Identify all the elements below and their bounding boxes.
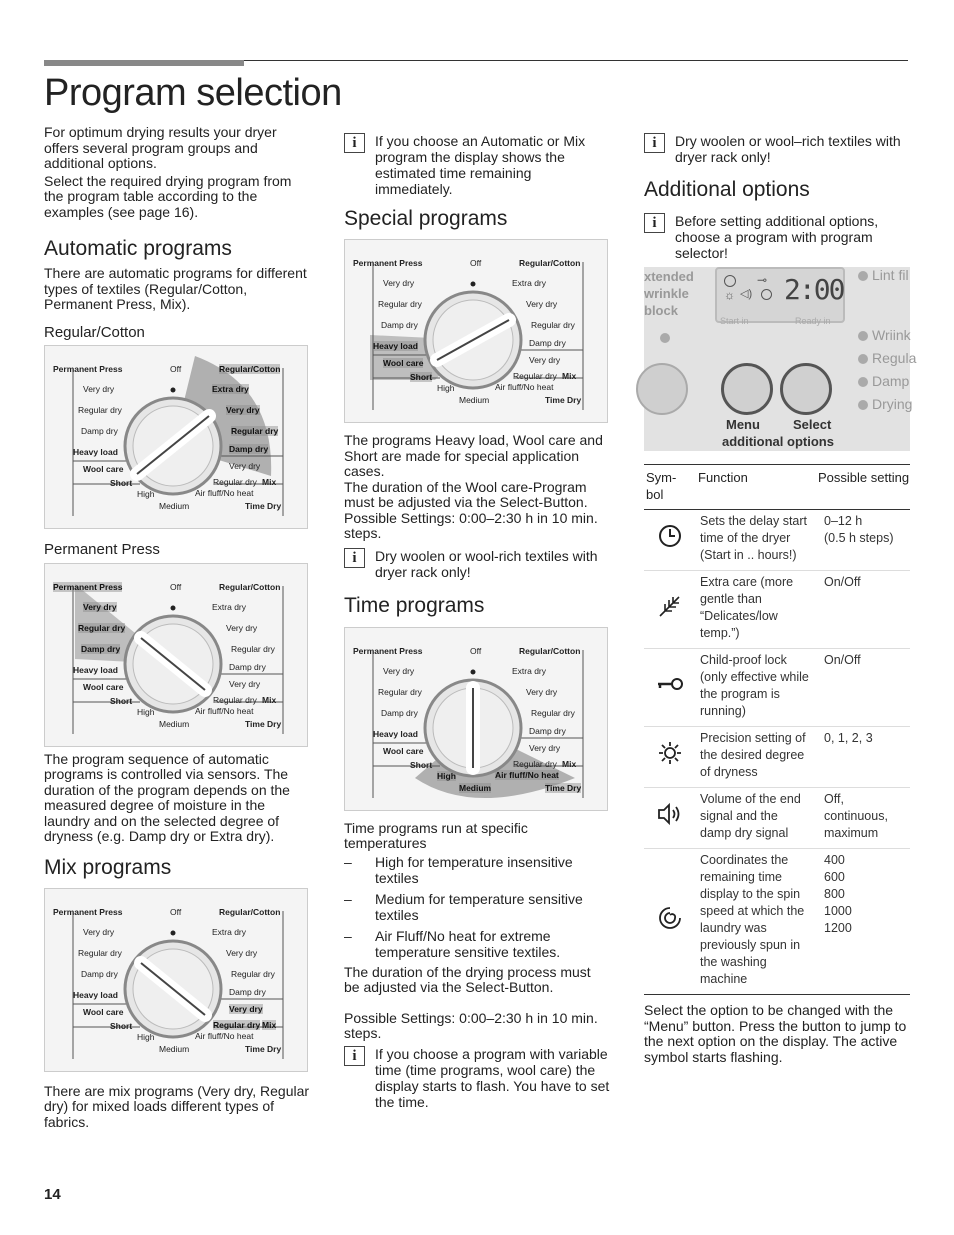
dial-label-medium: Medium — [159, 1043, 190, 1054]
dial-label-permanent-press: Permanent Press — [353, 258, 423, 268]
regular-cotton-heading: Regular/Cotton — [44, 323, 145, 341]
dial-label-wool-care: Wool care — [383, 358, 424, 368]
time-list-item: – Medium for temperature sensitive textiles — [344, 890, 583, 923]
dial-label-high: High — [137, 1031, 155, 1042]
info-icon: i — [344, 548, 365, 568]
menu-label: Menu — [726, 417, 760, 432]
start-button[interactable] — [636, 363, 688, 415]
option-row — [644, 649, 910, 727]
option-setting: 0, 1, 2, 3 — [816, 727, 910, 788]
spin-icon — [761, 289, 772, 300]
dial-label-damp-dry-r: Damp dry — [229, 443, 269, 454]
info-icon: i — [344, 133, 365, 153]
dial-label-time-dry: Time Dry — [545, 395, 582, 405]
intro-paragraph-1: For optimum drying results your dryer offers several program groups and additional options. — [44, 124, 277, 171]
dial-label-damp-dry-r: Damp dry — [529, 725, 566, 736]
dial-label-very-dry-l: Very dry — [383, 278, 415, 288]
dial-label-very-dry-r: Very dry — [226, 947, 258, 958]
special-programs-text-1: The programs Heavy load, Wool care and Short are made for special application cases. — [344, 432, 603, 479]
led-dot — [858, 271, 868, 281]
clock-icon — [724, 275, 736, 287]
option-function: Sets the delay start time of the dryer (Start in .. hours!) — [696, 510, 816, 571]
dial-label-heavy-load: Heavy load — [373, 341, 418, 351]
dial-label-air-fluff: Air fluff/No heat — [195, 1030, 254, 1041]
additional-options-heading: Additional options — [644, 178, 810, 201]
dial-label-permanent-press: Permanent Press — [53, 906, 123, 917]
dial-label-short: Short — [110, 1020, 133, 1031]
dial-label-time-dry: Time Dry — [245, 500, 282, 511]
key-icon: ⊸ — [757, 273, 768, 287]
key-icon — [644, 649, 696, 727]
dial-label-wool-care: Wool care — [383, 745, 424, 756]
dial-label-air-fluff: Air fluff/No heat — [195, 487, 254, 498]
dial-label-air-fluff: Air fluff/No heat — [195, 705, 254, 716]
dial-label-damp-dry-r: Damp dry — [229, 661, 266, 672]
mix-programs-text: There are mix programs (Very dry, Regular dry) for mixed loads different types of fabrics. — [44, 1082, 310, 1130]
dial-label-high: High — [437, 383, 455, 393]
dial-label-regular-cotton: Regular/Cotton — [519, 258, 581, 268]
col-header-symbol: Sym- bol — [644, 465, 696, 510]
info-note-text: If you choose a program with variable time (time programs, wool care) the display starts to flash. You have to set the time. — [375, 1045, 610, 1110]
info-note-text: Before setting additional options, choose a program with program selector! — [675, 213, 879, 261]
dial-label-damp-dry-l: Damp dry — [381, 707, 418, 718]
dial-label-very-dry-r: Very dry — [226, 622, 258, 633]
dial-label-regular-cotton: Regular/Cotton — [219, 581, 281, 592]
info-icon: i — [644, 213, 665, 233]
select-button[interactable] — [780, 363, 832, 415]
select-label: Select — [793, 417, 832, 432]
dial-label-regular-cotton: Regular/Cotton — [519, 645, 581, 656]
dial-label-mix: Mix — [562, 371, 577, 381]
sun-icon — [644, 727, 696, 788]
dial-label-mix: Mix — [262, 476, 277, 487]
wrinkle-option-label: Wriink — [872, 327, 911, 343]
page-number: 14 — [44, 1186, 61, 1203]
dial-label-damp-dry-r: Damp dry — [529, 338, 566, 348]
dial-label-regular-dry-mix: Regular dry — [513, 758, 557, 769]
column-middle — [344, 125, 610, 1110]
col-header-function: Function — [696, 465, 816, 510]
dial-label-damp-dry-l: Damp dry — [81, 643, 121, 654]
speaker-icon: ◁) — [740, 288, 753, 300]
dial-label-heavy-load: Heavy load — [373, 728, 418, 739]
dial-label-regular-dry-l: Regular dry — [78, 947, 122, 958]
dial-label-damp-dry-l: Damp dry — [81, 968, 118, 979]
special-programs-text-2: The duration of the Wool care-Program must be adjusted via the Select-Button. — [344, 478, 588, 510]
time-programs-text-3: Possible Settings: 0:00–2:30 h in 10 min. steps. — [344, 1009, 598, 1041]
info-note-text: Dry woolen or wool-rich textiles with dryer rack only! — [375, 547, 598, 580]
dial-label-regular-dry-r: Regular dry — [231, 643, 275, 654]
option-setting: 400 600 800 1000 1200 — [816, 849, 910, 995]
dial-label-extra-dry: Extra dry — [512, 278, 547, 288]
dial-label-very-dry-mix: Very dry — [229, 460, 261, 471]
dial-label-extra-dry: Extra dry — [212, 601, 247, 612]
time-list-item: – Air Fluff/No heat for extreme temperature sensitive textiles. — [344, 927, 561, 960]
option-setting: 0–12 h (0.5 h steps) — [816, 510, 910, 571]
option-row — [644, 788, 910, 849]
time-programs-text-2: The duration of the drying process must be adjusted via the Select-Button. — [344, 963, 591, 995]
dial-label-wool-care: Wool care — [83, 463, 124, 474]
dial-label-regular-dry-r: Regular dry — [531, 707, 575, 718]
ready-in-label: Ready in — [795, 316, 831, 326]
lint-filter-label: Lint fil — [872, 267, 909, 283]
automatic-programs-text: There are automatic programs for different types of textiles (Regular/Cotton, Permanent Press, Mix). — [44, 265, 307, 312]
dial-label-regular-dry-mix: Regular dry — [213, 694, 257, 705]
wrinkle-label: wrinkle — [644, 286, 689, 301]
dial-label-permanent-press: Permanent Press — [53, 581, 123, 592]
dial-label-very-dry-l: Very dry — [83, 601, 117, 612]
dial-label-air-fluff: Air fluff/No heat — [495, 769, 559, 780]
dial-label-extra-dry: Extra dry — [212, 926, 247, 937]
dial-label-regular-dry-mix: Regular dry — [513, 371, 557, 381]
led-dot — [660, 333, 670, 343]
dial-label-high: High — [437, 770, 456, 781]
dial-label-off: Off — [170, 363, 182, 374]
dial-label-time-dry: Time Dry — [245, 718, 282, 729]
dial-label-time-dry: Time Dry — [545, 782, 582, 793]
dial-label-extra-dry: Extra dry — [512, 665, 547, 676]
dial-label-regular-dry-mix: Regular dry — [213, 1019, 261, 1030]
dial-label-off: Off — [170, 581, 182, 592]
option-function: Extra care (more gentle than “Delicates/low temp.”) — [696, 571, 816, 649]
info-note — [344, 548, 610, 580]
dial-label-mix: Mix — [262, 694, 277, 705]
dial-label-high: High — [137, 488, 155, 499]
dial-label-very-dry-mix: Very dry — [529, 742, 561, 753]
dial-label-very-dry-r: Very dry — [526, 299, 558, 309]
dial-label-damp-dry-l: Damp dry — [381, 320, 418, 330]
option-function: Volume of the end signal and the damp dry signal — [696, 788, 816, 849]
dial-label-heavy-load: Heavy load — [73, 446, 118, 457]
dial-label-wool-care: Wool care — [83, 1006, 124, 1017]
dial-label-short: Short — [110, 477, 133, 488]
speaker-icon — [644, 788, 696, 849]
info-note-text: If you choose an Automatic or Mix program the display shows the estimated time remaining immediately. — [375, 133, 586, 197]
dial-label-short: Short — [110, 695, 133, 706]
info-note — [644, 133, 912, 165]
dial-label-time-dry: Time Dry — [245, 1043, 282, 1054]
dial-label-heavy-load: Heavy load — [73, 664, 118, 675]
special-programs-text-3: Possible Settings: 0:00–2:30 h in 10 min. steps. — [344, 509, 598, 541]
column-left — [44, 125, 310, 1130]
time-programs-heading: Time programs — [344, 593, 485, 617]
dial-label-regular-dry-l: Regular dry — [78, 622, 126, 633]
col-header-setting: Possible setting — [816, 465, 910, 510]
time-programs-intro: Time programs run at specific temperatures — [344, 819, 528, 851]
block-label: block — [644, 303, 678, 318]
dial-label-very-dry-l: Very dry — [383, 665, 415, 676]
dial-label-off: Off — [470, 645, 482, 656]
special-programs-dial-image — [344, 239, 608, 423]
drying-option-label: Drying — [872, 396, 913, 412]
special-programs-heading: Special programs — [344, 207, 508, 230]
regular-cotton-dial-image — [44, 345, 308, 529]
option-function: Child-proof lock (only effective while the program is running) — [696, 649, 816, 727]
dial-label-very-dry-r: Very dry — [526, 686, 558, 697]
dial-label-damp-dry-r: Damp dry — [229, 986, 266, 997]
dial-label-extra-dry: Extra dry — [212, 383, 249, 394]
dial-label-mix: Mix — [562, 758, 577, 769]
dial-label-air-fluff: Air fluff/No heat — [495, 382, 554, 392]
dial-label-regular-dry-r: Regular dry — [531, 320, 575, 330]
damp-option-label: Damp — [872, 373, 910, 389]
feather-icon — [644, 571, 696, 649]
additional-options-label: additional options — [722, 434, 834, 449]
dial-label-permanent-press: Permanent Press — [353, 645, 423, 656]
dial-label-permanent-press: Permanent Press — [53, 363, 123, 374]
regular-option-label: Regula — [872, 350, 917, 366]
option-row — [644, 510, 910, 571]
dial-label-regular-cotton: Regular/Cotton — [219, 906, 281, 917]
dial-label-very-dry-mix: Very dry — [229, 678, 261, 689]
dial-label-medium: Medium — [459, 782, 492, 793]
dial-label-regular-dry-l: Regular dry — [378, 686, 422, 697]
extended-label: xtended — [644, 269, 694, 284]
dial-label-mix: Mix — [262, 1019, 277, 1030]
dial-label-heavy-load: Heavy load — [73, 989, 118, 1000]
column-right — [644, 125, 917, 1065]
info-note — [644, 213, 912, 261]
menu-button[interactable] — [721, 363, 773, 415]
led-dot — [858, 400, 868, 410]
option-setting: On/Off — [816, 649, 910, 727]
dial-label-regular-dry-r: Regular dry — [231, 968, 275, 979]
dial-label-regular-dry-l: Regular dry — [378, 299, 422, 309]
time-programs-dial-image — [344, 627, 608, 811]
option-row — [644, 571, 910, 649]
spin-icon — [644, 849, 696, 995]
dial-label-regular-cotton: Regular/Cotton — [219, 363, 281, 374]
option-setting: On/Off — [816, 571, 910, 649]
dial-label-short: Short — [410, 759, 433, 770]
dial-label-short: Short — [410, 372, 433, 382]
automatic-programs-heading: Automatic programs — [44, 237, 232, 260]
control-panel-image — [644, 267, 917, 451]
info-note — [344, 1046, 610, 1110]
dial-label-very-dry-mix: Very dry — [529, 355, 561, 365]
option-row — [644, 727, 910, 788]
dial-label-medium: Medium — [159, 500, 190, 511]
option-function: Coordinates the remaining time display to the spin speed at which the laundry was previously spun in the washing machine — [696, 849, 816, 995]
permanent-press-dial-image — [44, 563, 308, 747]
sun-icon: ☼ — [724, 288, 735, 302]
dial-label-regular-dry-l: Regular dry — [78, 404, 122, 415]
info-icon: i — [644, 133, 665, 153]
intro-paragraph-2: Select the required drying program from the program table according to the examples (see page 16). — [44, 172, 292, 220]
dial-label-off: Off — [170, 906, 182, 917]
options-footer-text: Select the option to be changed with the “Menu” button. Press the button to jump to the next option on the display. The active symbol starts flashing. — [644, 1002, 907, 1065]
clock-icon — [644, 510, 696, 571]
dial-label-medium: Medium — [159, 718, 190, 729]
options-table — [644, 464, 910, 995]
led-dot — [858, 354, 868, 364]
dial-label-very-dry-r: Very dry — [226, 404, 260, 415]
automatic-sequence-text: The program sequence of automatic programs is controlled via sensors. The duration of the program depends on the measured degree of moisture in the laundry and on the selected degree of dryness (e.g. Damp dry or Extra dry). — [44, 750, 290, 844]
dial-label-medium: Medium — [459, 395, 490, 405]
mix-dial-image — [44, 888, 308, 1072]
led-dot — [858, 377, 868, 387]
dial-label-very-dry-l: Very dry — [83, 383, 115, 394]
mix-programs-heading: Mix programs — [44, 855, 172, 879]
dial-label-regular-dry-mix: Regular dry — [213, 476, 257, 487]
option-function: Precision setting of the desired degree of dryness — [696, 727, 816, 788]
dial-label-very-dry-l: Very dry — [83, 926, 115, 937]
page-title: Program selection — [44, 72, 342, 114]
dial-label-regular-dry-r: Regular dry — [231, 425, 279, 436]
lcd-time: 2:00 — [784, 273, 844, 306]
dial-label-wool-care: Wool care — [83, 681, 124, 692]
time-list-item: – High for temperature insensitive textiles — [344, 853, 573, 886]
info-icon: i — [344, 1046, 365, 1066]
dial-label-damp-dry-l: Damp dry — [81, 425, 118, 436]
option-row — [644, 849, 910, 995]
info-note — [344, 133, 610, 197]
info-note-text: Dry woolen or wool–rich textiles with dryer rack only! — [675, 133, 901, 165]
start-in-label: Start in — [720, 316, 749, 326]
led-dot — [858, 331, 868, 341]
option-setting: Off, continuous, maximum — [816, 788, 910, 849]
dial-label-very-dry-mix: Very dry — [229, 1003, 263, 1014]
permanent-press-heading: Permanent Press — [44, 540, 160, 558]
dial-label-high: High — [137, 706, 155, 717]
top-accent-bar — [44, 60, 244, 66]
dial-label-off: Off — [470, 258, 482, 268]
